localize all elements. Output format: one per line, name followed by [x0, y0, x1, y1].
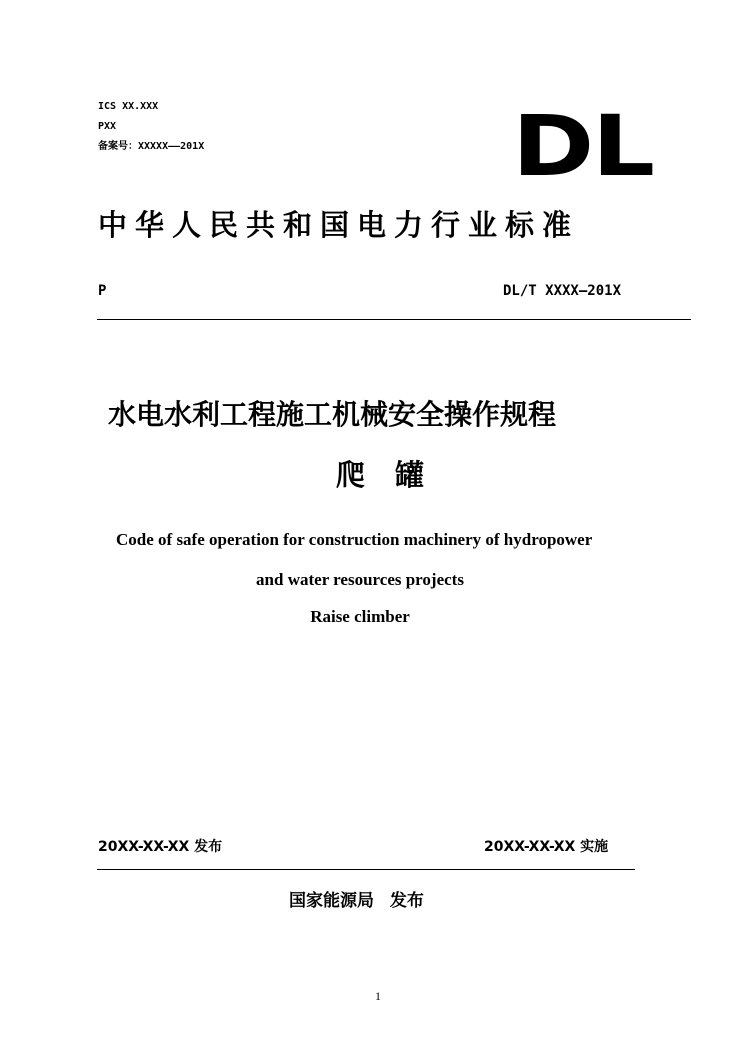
- page-number: 1: [375, 989, 381, 1003]
- title-english-line3: Raise climber: [310, 607, 410, 626]
- p-code: PXX: [98, 121, 117, 132]
- dl-logo: DL: [512, 97, 653, 195]
- standard-number: DL/T XXXX—201X: [503, 283, 622, 299]
- title-english-line1: Code of safe operation for construction machinery of hydropower: [116, 530, 593, 549]
- classification-code: P: [98, 283, 107, 299]
- title-chinese: 水电水利工程施工机械安全操作规程: [108, 398, 557, 431]
- title-english-line2: and water resources projects: [256, 570, 464, 589]
- subtitle-chinese: 爬 罐: [336, 458, 435, 492]
- top-divider: [97, 319, 691, 320]
- ics-code: ICS XX.XXX: [98, 101, 159, 112]
- bottom-divider: [97, 869, 635, 870]
- standard-name: 中华人民共和国电力行业标准: [98, 208, 580, 242]
- publisher: 国家能源局 发布: [289, 891, 424, 911]
- record-number: 备案号：XXXXX——201X: [98, 141, 205, 152]
- issue-date: 20XX-XX-XX 发布: [98, 839, 223, 855]
- implementation-date: 20XX-XX-XX 实施: [484, 839, 609, 855]
